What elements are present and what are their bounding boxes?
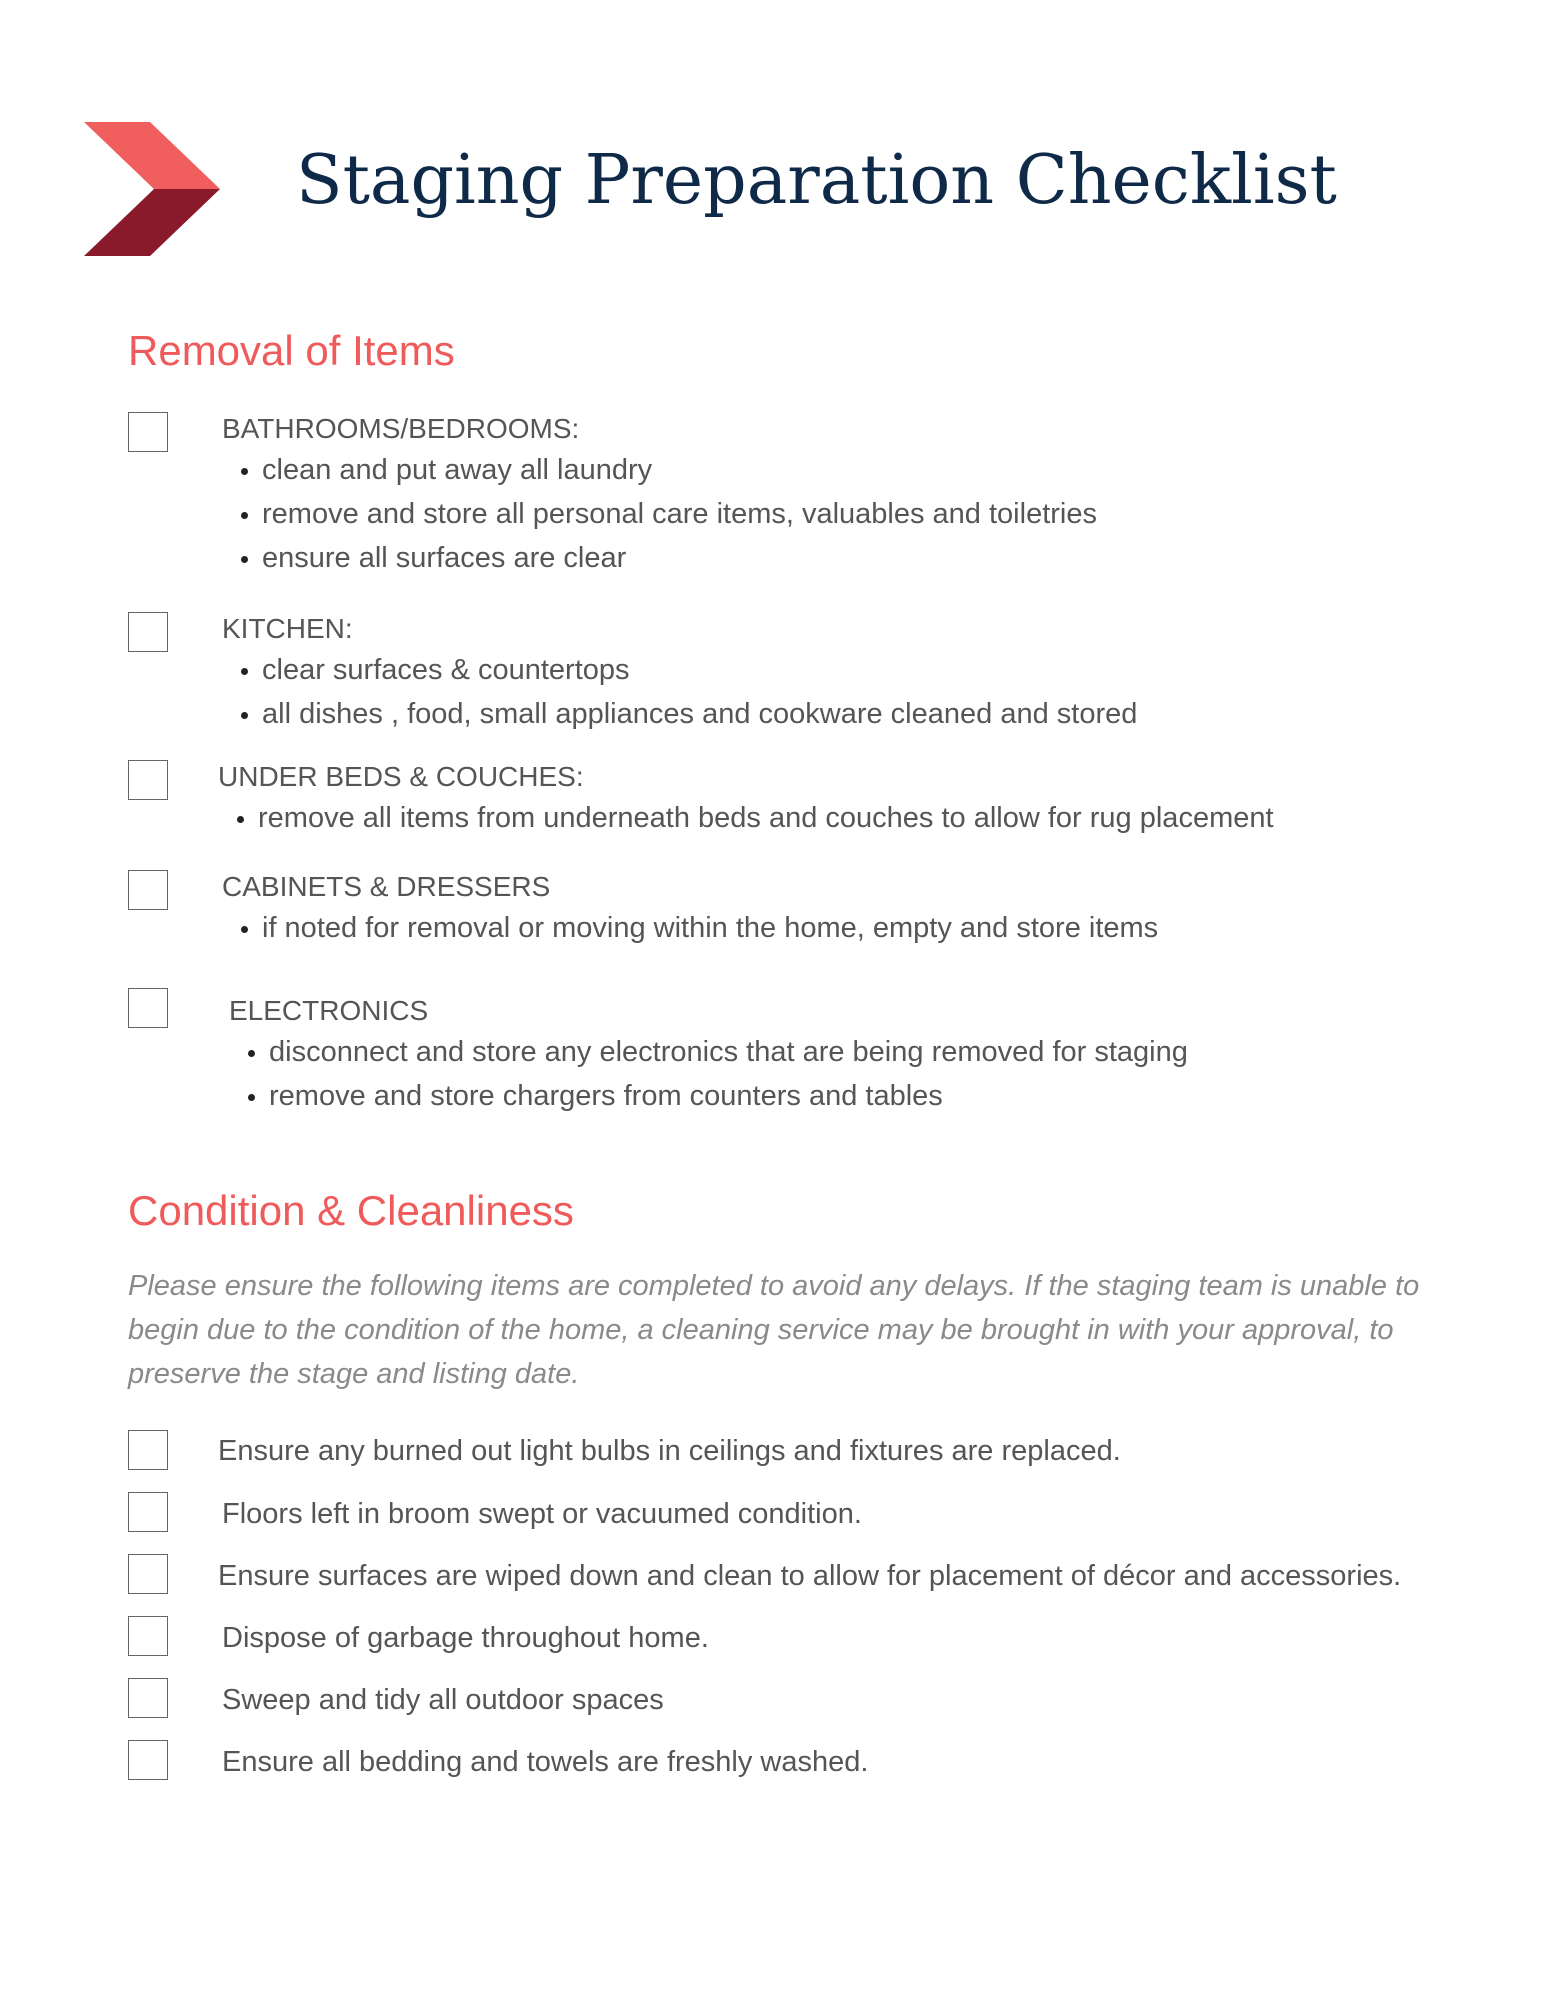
- list-item: • if noted for removal or moving within the home, empty and store items: [262, 906, 1158, 950]
- checkbox-condition-item[interactable]: [128, 1678, 168, 1718]
- checkbox-condition-item[interactable]: [128, 1430, 168, 1470]
- condition-item: Floors left in broom swept or vacuumed condition.: [222, 1498, 862, 1530]
- group-heading: CABINETS & DRESSERS: [222, 871, 551, 902]
- bullet-list: [222, 648, 1137, 736]
- bullet-list: [222, 906, 1158, 950]
- bullet-list: [218, 796, 1274, 840]
- list-item: • all dishes , food, small appliances and cookware cleaned and stored: [262, 692, 1137, 736]
- list-item: • remove and store chargers from counters and tables: [269, 1074, 1188, 1118]
- condition-note: Please ensure the following items are completed to avoid any delays. If the staging team is unable to begin due to the condition of the home, a cleaning service may be brought in with your approval, to preserve the stage and listing date.: [128, 1270, 1420, 1390]
- checkbox-under-beds-couches[interactable]: [128, 760, 168, 800]
- checkbox-condition-item[interactable]: [128, 1492, 168, 1532]
- condition-item: Dispose of garbage throughout home.: [222, 1622, 709, 1654]
- checkbox-cabinets-dressers[interactable]: [128, 870, 168, 910]
- condition-item: Sweep and tidy all outdoor spaces: [222, 1684, 664, 1716]
- list-item: • clear surfaces & countertops: [262, 648, 1137, 692]
- group-heading: KITCHEN:: [222, 613, 353, 644]
- condition-item: Ensure surfaces are wiped down and clean to allow for placement of décor and accessories.: [218, 1560, 1402, 1592]
- section-title-removal: Removal of Items: [128, 327, 455, 374]
- list-item: • clean and put away all laundry: [262, 448, 1097, 492]
- condition-item: Ensure all bedding and towels are freshly washed.: [222, 1746, 869, 1778]
- checkbox-condition-item[interactable]: [128, 1554, 168, 1594]
- list-item: • remove and store all personal care items, valuables and toiletries: [262, 492, 1097, 536]
- group-heading: UNDER BEDS & COUCHES:: [218, 761, 584, 792]
- list-item: • disconnect and store any electronics that are being removed for staging: [269, 1030, 1188, 1074]
- page-title: Staging Preparation Checklist: [296, 141, 1337, 220]
- bullet-list: [229, 1030, 1188, 1118]
- checkbox-condition-item[interactable]: [128, 1740, 168, 1780]
- list-item: • ensure all surfaces are clear: [262, 536, 1097, 580]
- checkbox-bathrooms-bedrooms[interactable]: [128, 412, 168, 452]
- group-heading: BATHROOMS/BEDROOMS:: [222, 413, 580, 444]
- checkbox-electronics[interactable]: [128, 988, 168, 1028]
- condition-item: Ensure any burned out light bulbs in ceilings and fixtures are replaced.: [218, 1435, 1121, 1467]
- group-heading: ELECTRONICS: [229, 995, 429, 1026]
- section-title-condition: Condition & Cleanliness: [128, 1187, 574, 1234]
- checkbox-kitchen[interactable]: [128, 612, 168, 652]
- chevron-logo-icon: [84, 122, 220, 256]
- bullet-list: [222, 448, 1097, 580]
- checkbox-condition-item[interactable]: [128, 1616, 168, 1656]
- list-item: • remove all items from underneath beds and couches to allow for rug placement: [258, 796, 1274, 840]
